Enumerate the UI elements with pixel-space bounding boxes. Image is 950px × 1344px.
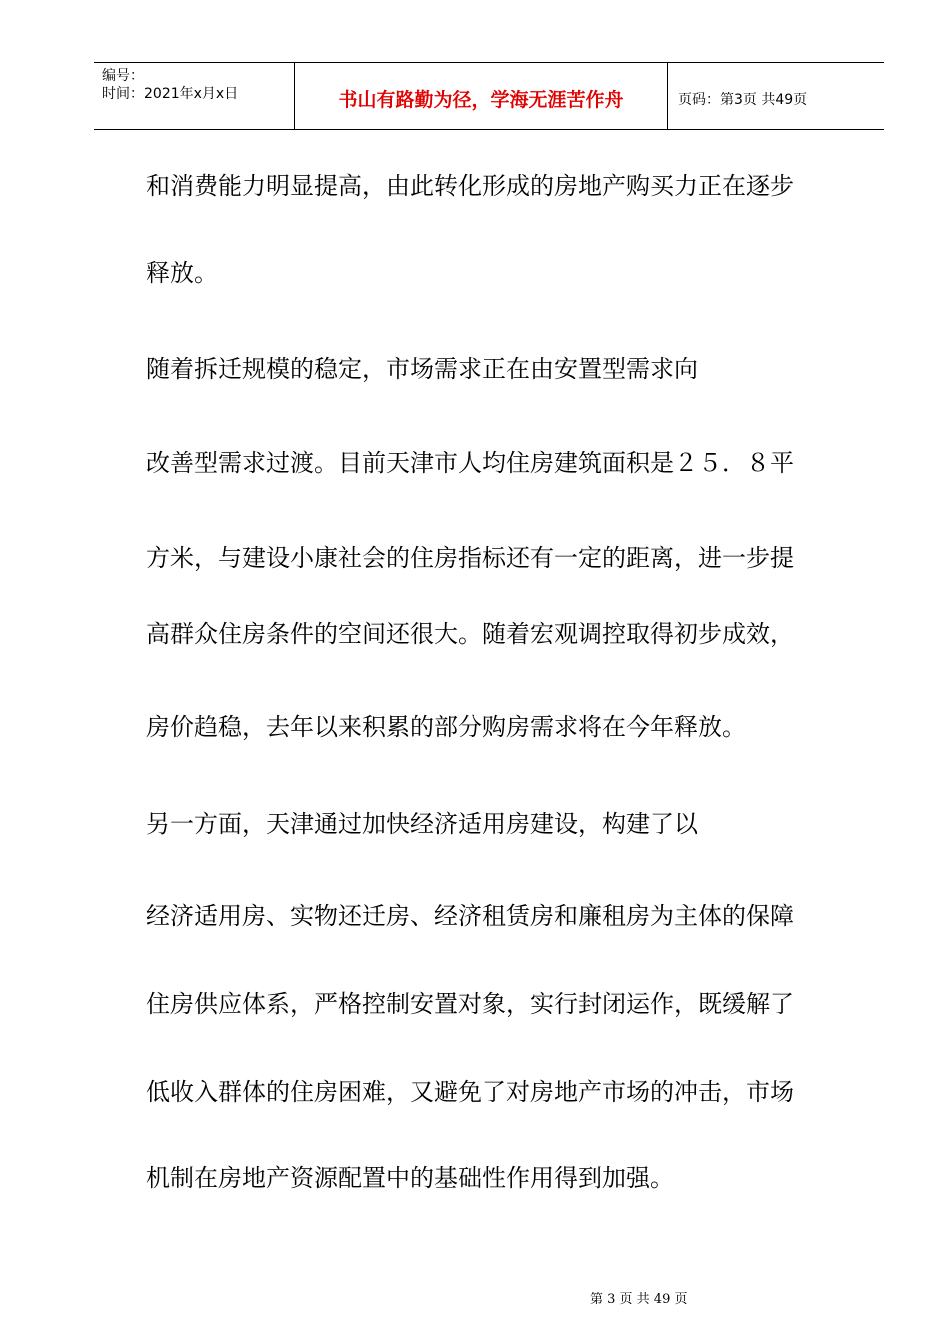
body-line: 住房供应体系，严格控制安置对象，实行封闭运作，既缓解了	[146, 990, 794, 1018]
serial-label: 编号：	[102, 68, 144, 84]
header-page-info: 页码：第3页 共49页	[678, 92, 808, 108]
body-line: 随着拆迁规模的稳定，市场需求正在由安置型需求向	[146, 355, 698, 383]
body-line: 另一方面，天津通过加快经济适用房建设，构建了以	[146, 810, 698, 838]
body-line: 释放。	[146, 259, 218, 287]
body-line: 和消费能力明显提高，由此转化形成的房地产购买力正在逐步	[146, 172, 794, 200]
body-line: 改善型需求过渡。目前天津市人均住房建筑面积是２５．８平	[146, 449, 794, 477]
header-motto: 书山有路勤为径，学海无涯苦作舟	[338, 89, 624, 111]
footer-page-number: 第 3 页 共 49 页	[590, 1292, 688, 1307]
body-line: 机制在房地产资源配置中的基础性作用得到加强。	[146, 1164, 674, 1192]
header-motto-cell	[295, 63, 668, 129]
header-meta-cell	[94, 63, 295, 129]
time-label: 时间：2021年x月x日	[102, 86, 239, 102]
body-line: 低收入群体的住房困难，又避免了对房地产市场的冲击，市场	[146, 1078, 794, 1106]
header-page-cell	[668, 63, 884, 129]
body-line: 房价趋稳，去年以来积累的部分购房需求将在今年释放。	[146, 713, 746, 741]
body-line: 高群众住房条件的空间还很大。随着宏观调控取得初步成效，	[146, 620, 794, 648]
body-line: 经济适用房、实物还迁房、经济租赁房和廉租房为主体的保障	[146, 902, 794, 930]
body-line: 方米，与建设小康社会的住房指标还有一定的距离，进一步提	[146, 544, 794, 572]
page-header	[94, 62, 884, 130]
